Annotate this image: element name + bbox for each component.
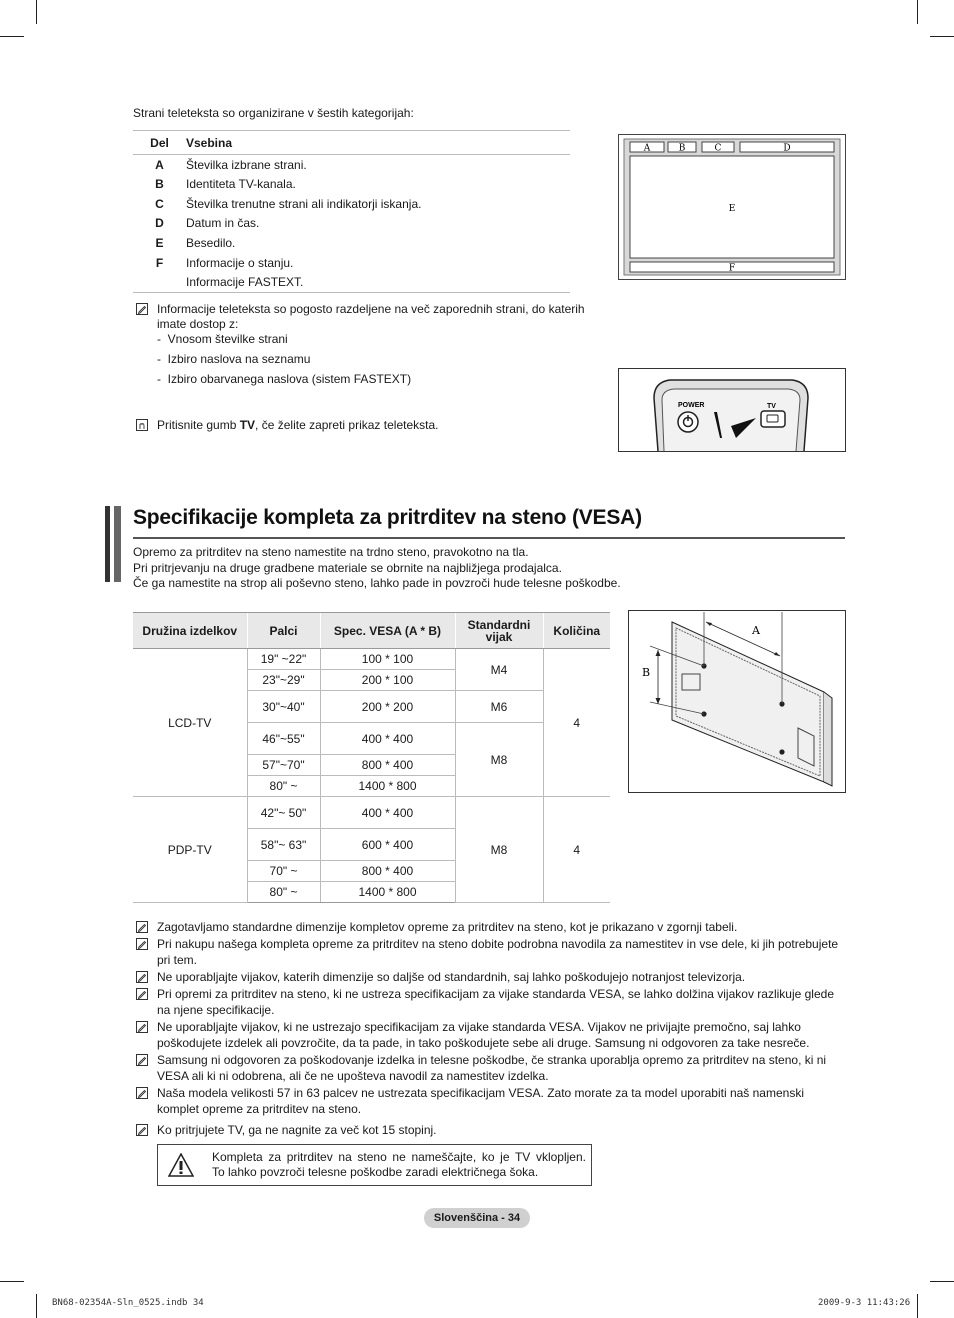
list-item <box>133 919 848 935</box>
list-item: - Izbiro naslova na seznamu <box>157 352 311 366</box>
note-text: Pri nakupu našega kompleta opreme za pritrditev na steno dobite podrobna navodila za namestitev in vse dele, ki jih potrebujete pri tem. <box>157 937 839 967</box>
col-header-inches: Palci <box>247 613 320 649</box>
list-item-text: Izbiro naslova na seznamu <box>167 352 311 366</box>
area-a-label: A <box>643 143 651 154</box>
teletext-pages-note: Informacije teleteksta so pogosto razdeljene na več zaporednih strani, do katerih imate dostop z: <box>157 302 585 331</box>
note-text: Zagotavljamo standardne dimenzije kompletov opreme za pritrditev na steno, kot je prikazano v zgornji tabeli. <box>157 920 738 934</box>
family-cell: PDP-TV <box>133 797 247 903</box>
list-item <box>133 1019 848 1051</box>
list-item <box>133 1085 848 1117</box>
note-text: Samsung ni odgovoren za poškodovanje izdelka in telesne poškodbe, če stranka uporablja opremo za pritrditev na steno, ki ni VESA ali ki ni odobrena, ali če ne upošteva navodil za namestitev izdelka. <box>157 1053 827 1083</box>
list-item: - Vnosom številke strani <box>157 332 288 346</box>
table-row <box>133 273 570 293</box>
divider <box>133 537 845 539</box>
vesa-cell: 800 * 400 <box>320 755 455 776</box>
list-item-text: Vnosom številke strani <box>167 332 288 346</box>
close-teletext-note <box>157 418 438 433</box>
crop-mark <box>36 1294 37 1318</box>
inches-cell: 80" ~ <box>247 882 320 903</box>
vesa-cell: 1400 * 800 <box>320 776 455 797</box>
crop-mark <box>917 1294 918 1318</box>
table-row <box>133 155 570 175</box>
section-intro-line: Pri pritrjevanju na druge gradbene materiale se obrnite na najbližjega prodajalca. <box>133 561 562 575</box>
heading-accent-bar <box>114 506 121 582</box>
content-cell: Številka izbrane strani. <box>186 157 307 172</box>
table-row <box>133 649 610 670</box>
crop-mark <box>930 36 954 37</box>
list-item-text: Izbiro obarvanega naslova (sistem FASTEXT) <box>167 372 412 386</box>
warning-box <box>157 1144 592 1186</box>
screw-cell: M8 <box>455 797 543 903</box>
tv-button <box>761 411 785 427</box>
vesa-cell: 100 * 100 <box>320 649 455 670</box>
heading-accent-bar <box>105 506 110 582</box>
table-row <box>133 797 610 829</box>
power-label: POWER <box>678 402 705 409</box>
dimension-a-label: A <box>752 624 760 637</box>
inches-cell: 42"~ 50" <box>247 797 320 829</box>
vesa-cell: 200 * 200 <box>320 691 455 723</box>
teletext-layout-diagram <box>618 134 846 280</box>
warning-icon <box>168 1153 194 1177</box>
categories-table <box>133 130 570 293</box>
part-cell: B <box>155 177 164 192</box>
imprint-datetime: 2009-9-3 11:43:26 <box>818 1298 911 1308</box>
inches-cell: 80" ~ <box>247 776 320 797</box>
vesa-cell: 1400 * 800 <box>320 882 455 903</box>
note-icon <box>136 971 148 987</box>
inches-cell: 46"~55" <box>247 723 320 755</box>
part-cell <box>133 273 186 293</box>
vesa-spec-table <box>133 612 610 903</box>
tv-wall-mount-diagram <box>628 610 846 793</box>
table-row <box>133 233 570 253</box>
note-text: Naša modela velikosti 57 in 63 palcev ne ustrezata specifikacijam VESA. Zato morate za ta model uporabiti naš namenski komplet opreme za pritrditev na steno. <box>157 1086 804 1116</box>
area-d-label: D <box>783 143 791 154</box>
note-icon <box>136 988 148 1004</box>
notes-list <box>133 919 848 1139</box>
section-title: Specifikacije kompleta za pritrditev na steno (VESA) <box>133 506 642 529</box>
note-text: Pri opremi za pritrditev na steno, ki ne ustreza specifikacijam za vijake standarda VESA, se lahko dolžina vijakov razlikuje glede na njene specifikacije. <box>157 987 834 1017</box>
content-cell: Datum in čas. <box>186 216 260 231</box>
inches-cell: 19" ~22" <box>247 649 320 670</box>
note-icon <box>136 938 148 954</box>
quantity-cell: 4 <box>543 797 610 903</box>
inches-cell: 58"~ 63" <box>247 829 320 861</box>
area-e-label: E <box>728 204 736 214</box>
crop-mark <box>0 36 24 37</box>
col-header-quantity: Količina <box>543 613 610 649</box>
note-text: , če želite zapreti prikaz teleteksta. <box>255 418 439 432</box>
screw-cell: M4 <box>455 649 543 691</box>
section-intro-line: Opremo za pritrditev na steno namestite na trdno steno, pravokotno na tla. <box>133 545 529 559</box>
family-cell: LCD-TV <box>133 649 247 797</box>
table-row <box>133 253 570 273</box>
list-item <box>133 969 848 985</box>
vesa-cell: 800 * 400 <box>320 861 455 882</box>
table-row <box>133 214 570 234</box>
list-item <box>133 1052 848 1084</box>
content-cell: Besedilo. <box>186 236 236 251</box>
crop-mark <box>36 0 37 24</box>
area-b-label: B <box>678 143 686 154</box>
crop-mark <box>930 1281 954 1282</box>
intro-text: Strani teleteksta so organizirane v šestih kategorijah: <box>133 106 414 120</box>
note-icon <box>136 1124 148 1140</box>
part-cell: E <box>155 236 164 251</box>
col-header-screw: Standardni vijak <box>455 613 543 649</box>
inches-cell: 30"~40" <box>247 691 320 723</box>
press-button-icon <box>136 419 148 431</box>
tv-label: TV <box>767 403 776 410</box>
note-text: Ne uporabljajte vijakov, katerih dimenzije so daljše od standardnih, saj lahko poškodujejo notranjost televizorja. <box>157 970 746 984</box>
vesa-cell: 600 * 400 <box>320 829 455 861</box>
part-cell: F <box>155 255 164 270</box>
tv-button-name: TV <box>239 418 256 432</box>
inches-cell: 57"~70" <box>247 755 320 776</box>
vesa-cell: 400 * 400 <box>320 797 455 829</box>
area-c-label: C <box>714 143 722 154</box>
list-item <box>133 1122 848 1138</box>
col-header-family: Družina izdelkov <box>133 613 247 649</box>
col-header-vesa: Spec. VESA (A * B) <box>320 613 455 649</box>
remote-control-illustration <box>618 368 846 452</box>
crop-mark <box>0 1281 24 1282</box>
note-text: Ne uporabljajte vijakov, ki ne ustrezajo specifikacijam za vijake standarda VESA. Vijakov ne privijajte premočno, saj lahko poškodujete izdelek ali povzročite, da ta pade, in tako poškodujete sebe ali druge. Samsung ni odgovoren za take nesreče. <box>157 1020 810 1050</box>
note-text: Pritisnite gumb <box>157 418 240 432</box>
page-number: Slovenščina - 34 <box>424 1208 530 1228</box>
screw-cell: M8 <box>455 723 543 797</box>
part-cell: C <box>155 196 164 211</box>
list-item <box>133 986 848 1018</box>
content-cell: Informacije o stanju. <box>186 255 294 270</box>
crop-mark <box>917 0 918 24</box>
warning-text: Kompleta za pritrditev na steno ne nameščajte, ko je TV vklopljen. <box>212 1150 586 1164</box>
vesa-cell: 400 * 400 <box>320 723 455 755</box>
part-cell: A <box>155 157 164 172</box>
part-cell: D <box>155 216 164 231</box>
inches-cell: 23"~29" <box>247 670 320 691</box>
content-cell: Identiteta TV-kanala. <box>186 177 296 192</box>
list-item: - Izbiro obarvanega naslova (sistem FASTEXT) <box>157 372 412 386</box>
imprint-file: BN68-02354A-Sln_0525.indb 34 <box>52 1298 204 1308</box>
dimension-b-label: B <box>641 666 651 679</box>
warning-text: To lahko povzroči telesne poškodbe zaradi električnega šoka. <box>212 1165 539 1179</box>
screw-cell: M6 <box>455 691 543 723</box>
section-intro-line: Če ga namestite na strop ali poševno steno, lahko pade in povzroči hude telesne poškodbe. <box>133 576 621 590</box>
col-header-part: Del <box>133 131 186 155</box>
vesa-cell: 200 * 100 <box>320 670 455 691</box>
inches-cell: 70" ~ <box>247 861 320 882</box>
note-icon <box>136 921 148 937</box>
table-row <box>133 194 570 214</box>
area-f-label: F <box>728 263 736 274</box>
note-text: Ko pritrjujete TV, ga ne nagnite za več kot 15 stopinj. <box>157 1123 437 1137</box>
note-icon <box>136 1087 148 1103</box>
col-header-content: Vsebina <box>186 131 570 155</box>
note-icon <box>136 1054 148 1070</box>
table-row <box>133 174 570 194</box>
content-cell: Številka trenutne strani ali indikatorji iskanja. <box>186 196 422 211</box>
content-cell: Informacije FASTEXT. <box>186 275 304 290</box>
note-icon <box>136 1021 148 1037</box>
list-item <box>133 936 848 968</box>
quantity-cell: 4 <box>543 649 610 797</box>
note-icon <box>136 303 148 315</box>
